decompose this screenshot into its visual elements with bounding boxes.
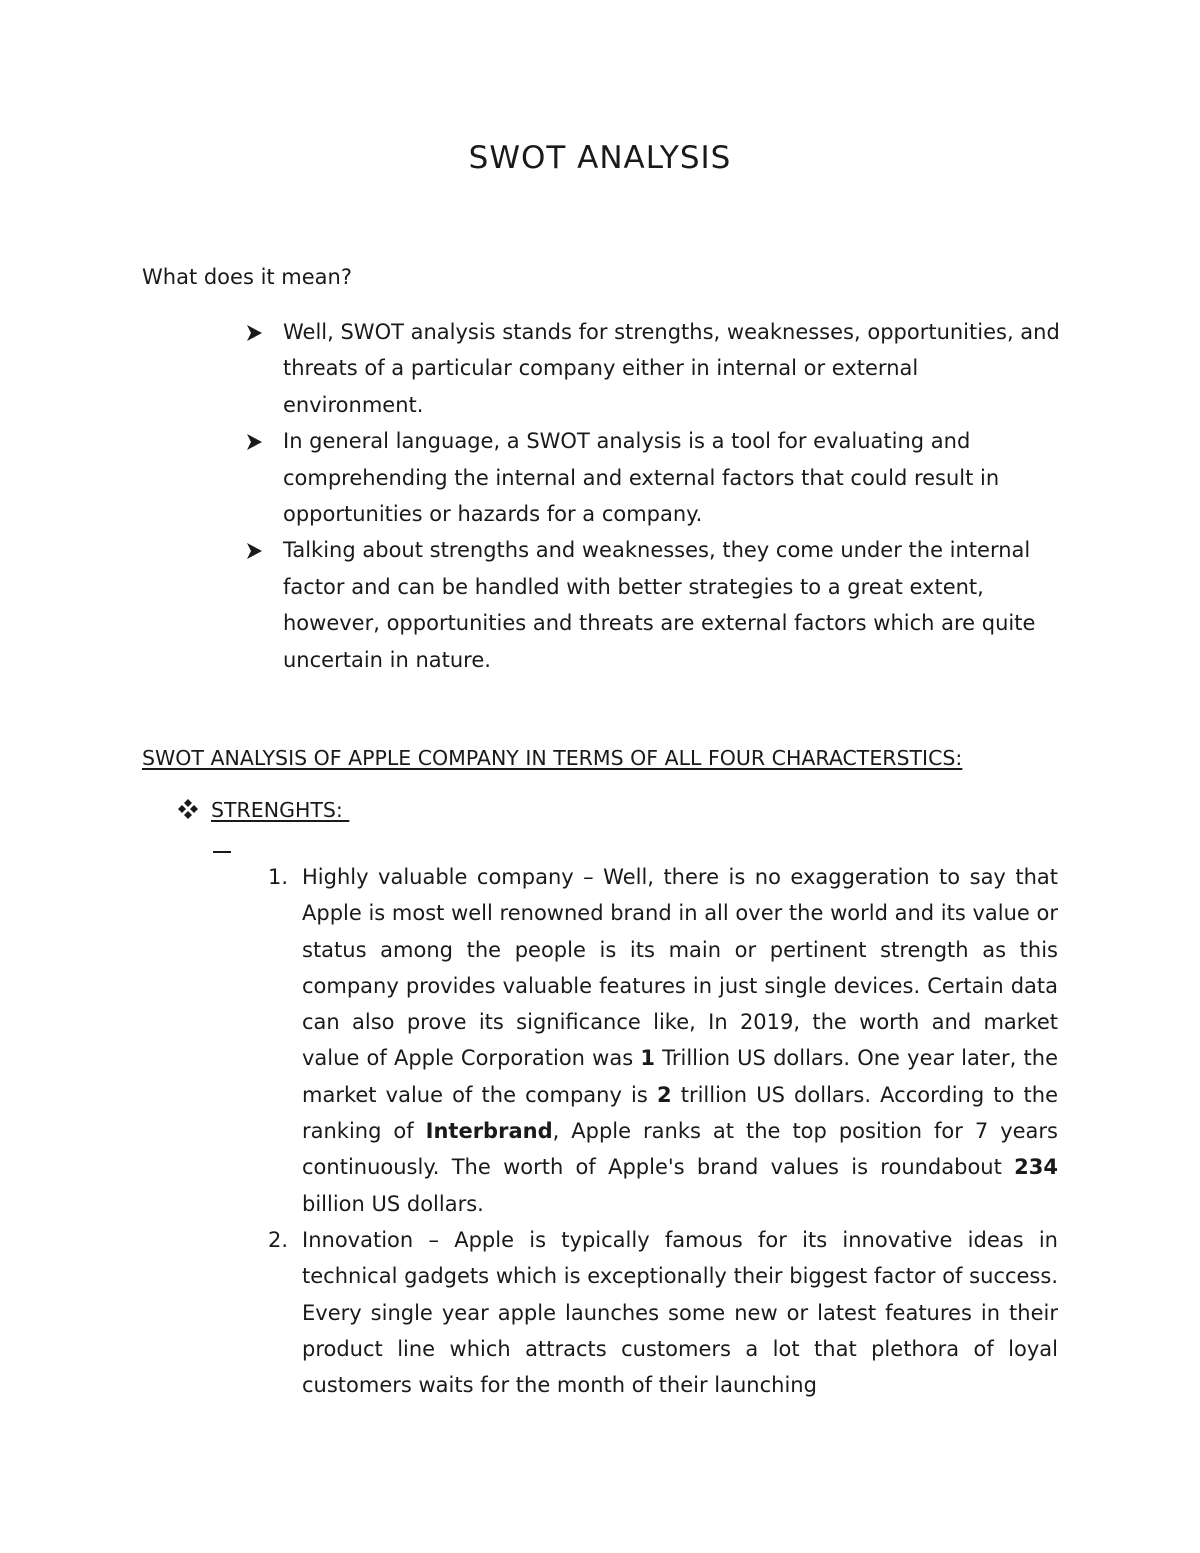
bold-value: Interbrand <box>425 1119 553 1144</box>
bold-value: 234 <box>1014 1155 1058 1180</box>
list-item <box>244 314 1064 423</box>
diamond-bullet-icon <box>177 798 199 820</box>
arrow-bullet-icon <box>244 314 266 350</box>
list-item <box>268 859 1058 1222</box>
list-item <box>268 1222 1058 1403</box>
strengths-subheading <box>177 798 349 822</box>
arrow-bullet-icon <box>244 423 266 459</box>
bullet-text: Well, SWOT analysis stands for strengths, weaknesses, opportunities, and threats of a particular company either in internal or external environment. <box>283 320 1060 417</box>
strengths-label: STRENGHTS: <box>211 798 350 822</box>
item-text: Highly valuable company – Well, there is no exaggeration to say that Apple is most well renowned brand in all over the world and its value or status among the people is its main or pertinent strength as this company provides valuable features in just single devices. Certain data can also prove its significance like, In 2019, the worth and market value of Apple Corporation was 1 Trillion US dollars. One year later, the market value of the company is 2 trillion US dollars. According to the ranking of Interbrand, Apple ranks at the top position for 7 years continuously. The worth of Apple's brand values is roundabout 234 billion US dollars. <box>302 865 1058 1216</box>
item-number: 1. <box>268 865 289 889</box>
question-text: What does it mean? <box>142 265 353 289</box>
arrow-bullet-icon <box>244 532 266 568</box>
dash-mark <box>213 851 231 853</box>
item-text: Innovation – Apple is typically famous for its innovative ideas in technical gadgets which is exceptionally their biggest factor of success. Every single year apple launches some new or latest features in their product line which attracts customers a lot that plethora of loyal customers waits for the month of their launching <box>302 1227 1058 1398</box>
bullet-text: Talking about strengths and weaknesses, they come under the internal factor and can be handled with better strategies to a great extent, however, opportunities and threats are external factors which are quite uncertain in nature. <box>283 538 1036 672</box>
list-item <box>244 532 1064 678</box>
list-item <box>244 423 1064 532</box>
definition-bullet-list <box>244 314 1064 678</box>
strengths-list <box>268 859 1058 1403</box>
section-heading: SWOT ANALYSIS OF APPLE COMPANY IN TERMS OF ALL FOUR CHARACTERSTICS: <box>142 746 963 770</box>
bold-value: 1 <box>640 1046 655 1071</box>
page-title: SWOT ANALYSIS <box>468 140 732 176</box>
item-number: 2. <box>268 1227 289 1252</box>
bullet-text: In general language, a SWOT analysis is a tool for evaluating and comprehending the internal and external factors that could result in opportunities or hazards for a company. <box>283 429 1000 527</box>
bold-value: 2 <box>656 1082 672 1107</box>
